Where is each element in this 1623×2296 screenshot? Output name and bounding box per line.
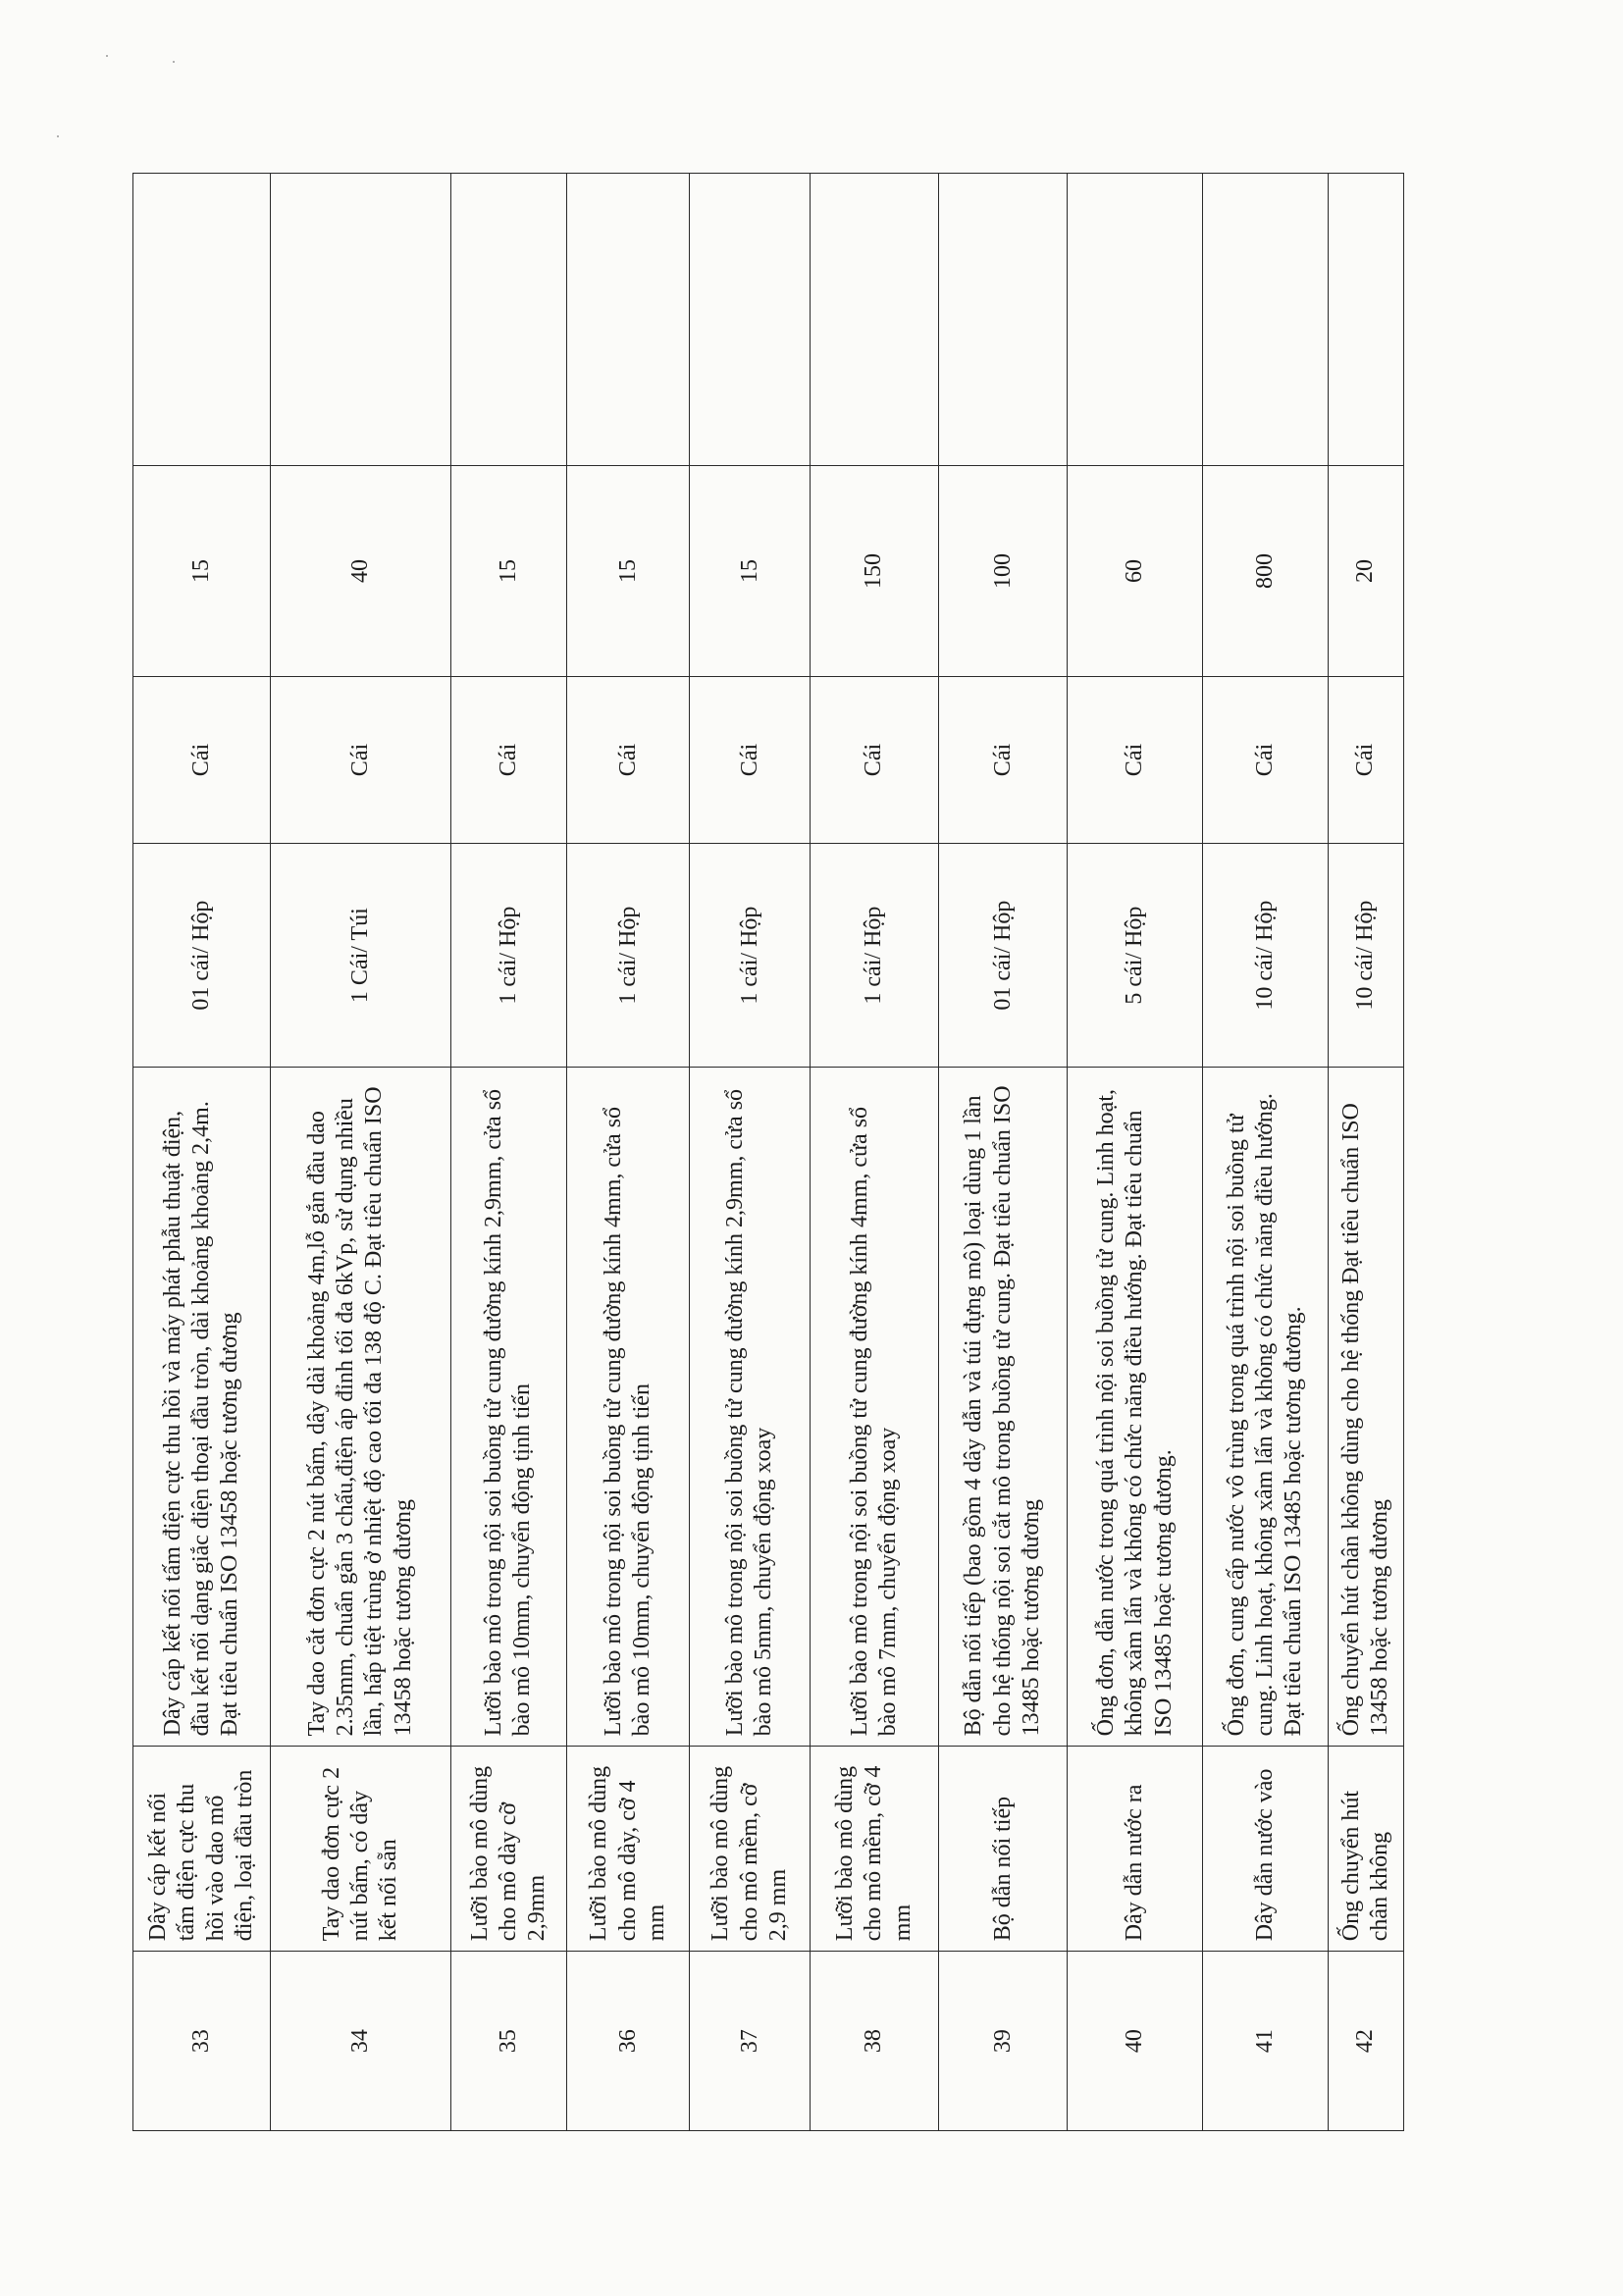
table-row [690,174,811,2131]
row-number: 36 [567,1952,690,2131]
item-unit: Cái [133,677,271,844]
item-quantity: 800 [1203,465,1328,676]
empty-cell [938,174,1068,466]
empty-cell [567,174,690,466]
supplies-table [132,173,1404,2131]
item-spec: Ống đơn, dẫn nước trong quá trình nội soi buồng tử cung. Linh hoạt, không xâm lấn và không có chức năng điều hướng. Đạt tiêu chuẩn ISO 13485 hoặc tương đương. [1068,1068,1203,1747]
item-unit: Cái [1328,677,1403,844]
table-row [567,174,690,2131]
item-spec: Tay dao cắt đơn cực 2 nút bấm, dây dài khoảng 4m,lỗ gắn đầu dao 2.35mm, chuẩn gắn 3 chấu,điện áp đỉnh tối đa 6kVp, sử dụng nhiều lần, hấp tiệt trùng ở nhiệt độ cao tối đa 138 độ C. Đạt tiêu chuẩn ISO 13458 hoặc tương đương [271,1068,450,1747]
item-quantity: 20 [1328,465,1403,676]
item-name: Dây dẫn nước ra [1068,1747,1203,1952]
item-spec: Dây cáp kết nối tấm điện cực thu hồi và máy phát phẫu thuật điện, đầu kết nối dạng giắc điện thoại đầu tròn, dài khoảng khoảng 2,4m. Đạt tiêu chuẩn ISO 13458 hoặc tương đương [133,1068,271,1747]
item-spec: Lưỡi bào mô trong nội soi buồng tử cung đường kính 4mm, cửa sổ bào mô 7mm, chuyển động xoay [811,1068,939,1747]
item-packaging: 1 cái/ Hộp [811,843,939,1067]
item-packaging: 5 cái/ Hộp [1068,843,1203,1067]
table-row [1068,174,1203,2131]
item-packaging: 10 cái/ Hộp [1203,843,1328,1067]
item-name: Ống chuyển hút chân không [1328,1747,1403,1952]
item-unit: Cái [1068,677,1203,844]
row-number: 35 [450,1952,567,2131]
table-stage [132,173,1404,2131]
item-unit: Cái [271,677,450,844]
item-unit: Cái [450,677,567,844]
empty-cell [690,174,811,466]
item-quantity: 100 [938,465,1068,676]
table-row [938,174,1068,2131]
item-spec: Bộ dẫn nối tiếp (bao gồm 4 dây dẫn và túi đựng mô) loại dùng 1 lần cho hệ thống nội soi cắt mô trong buồng tử cung. Đạt tiêu chuẩn ISO 13485 hoặc tương đương [938,1068,1068,1747]
table-row [450,174,567,2131]
empty-cell [133,174,271,466]
item-quantity: 60 [1068,465,1203,676]
item-spec: Ống chuyển hút chân không dùng cho hệ thống Đạt tiêu chuẩn ISO 13458 hoặc tương đương [1328,1068,1403,1747]
item-packaging: 1 cái/ Hộp [567,843,690,1067]
empty-cell [1068,174,1203,466]
row-number: 40 [1068,1952,1203,2131]
item-unit: Cái [690,677,811,844]
table-row [133,174,271,2131]
item-unit: Cái [1203,677,1328,844]
item-name: Lưỡi bào mô dùng cho mô dày cỡ 2,9mm [450,1747,567,1952]
item-name: Lưỡi bào mô dùng cho mô dày, cỡ 4 mm [567,1747,690,1952]
item-packaging: 1 cái/ Hộp [450,843,567,1067]
row-number: 38 [811,1952,939,2131]
item-quantity: 15 [567,465,690,676]
item-spec: Lưỡi bào mô trong nội soi buồng tử cung đường kính 2,9mm, cửa sổ bào mô 5mm, chuyển động xoay [690,1068,811,1747]
rotated-page [132,173,1404,2131]
item-unit: Cái [938,677,1068,844]
table-row [1328,174,1403,2131]
empty-cell [1328,174,1403,466]
item-spec: Lưỡi bào mô trong nội soi buồng tử cung đường kính 2,9mm, cửa sổ bào mô 10mm, chuyển động tịnh tiến [450,1068,567,1747]
empty-cell [1203,174,1328,466]
row-number: 39 [938,1952,1068,2131]
item-packaging: 1 Cái/ Túi [271,843,450,1067]
table-row [271,174,450,2131]
item-spec: Lưỡi bào mô trong nội soi buồng tử cung đường kính 4mm, cửa sổ bào mô 10mm, chuyển động tịnh tiến [567,1068,690,1747]
table-row [1203,174,1328,2131]
item-name: Lưỡi bào mô dùng cho mô mềm, cỡ 4 mm [811,1747,939,1952]
item-packaging: 01 cái/ Hộp [938,843,1068,1067]
item-unit: Cái [567,677,690,844]
item-unit: Cái [811,677,939,844]
item-quantity: 150 [811,465,939,676]
empty-cell [450,174,567,466]
row-number: 33 [133,1952,271,2131]
item-quantity: 40 [271,465,450,676]
row-number: 42 [1328,1952,1403,2131]
item-name: Dây cáp kết nối tấm điện cực thu hồi vào dao mổ điện, loại đầu tròn [133,1747,271,1952]
item-name: Bộ dẫn nối tiếp [938,1747,1068,1952]
item-packaging: 1 cái/ Hộp [690,843,811,1067]
item-name: Lưỡi bào mô dùng cho mô mềm, cỡ 2,9 mm [690,1747,811,1952]
item-spec: Ống đơn, cung cấp nước vô trùng trong quá trình nội soi buồng tử cung. Linh hoạt, không xâm lấn và không có chức năng điều hướng. Đạt tiêu chuẩn ISO 13485 hoặc tương đương. [1203,1068,1328,1747]
row-number: 41 [1203,1952,1328,2131]
row-number: 37 [690,1952,811,2131]
empty-cell [271,174,450,466]
item-name: Tay dao đơn cực 2 nút bấm, có dây kết nối sẵn [271,1747,450,1952]
item-packaging: 01 cái/ Hộp [133,843,271,1067]
table-row [811,174,939,2131]
item-packaging: 10 cái/ Hộp [1328,843,1403,1067]
item-quantity: 15 [450,465,567,676]
item-name: Dây dẫn nước vào [1203,1747,1328,1952]
empty-cell [811,174,939,466]
row-number: 34 [271,1952,450,2131]
item-quantity: 15 [133,465,271,676]
item-quantity: 15 [690,465,811,676]
